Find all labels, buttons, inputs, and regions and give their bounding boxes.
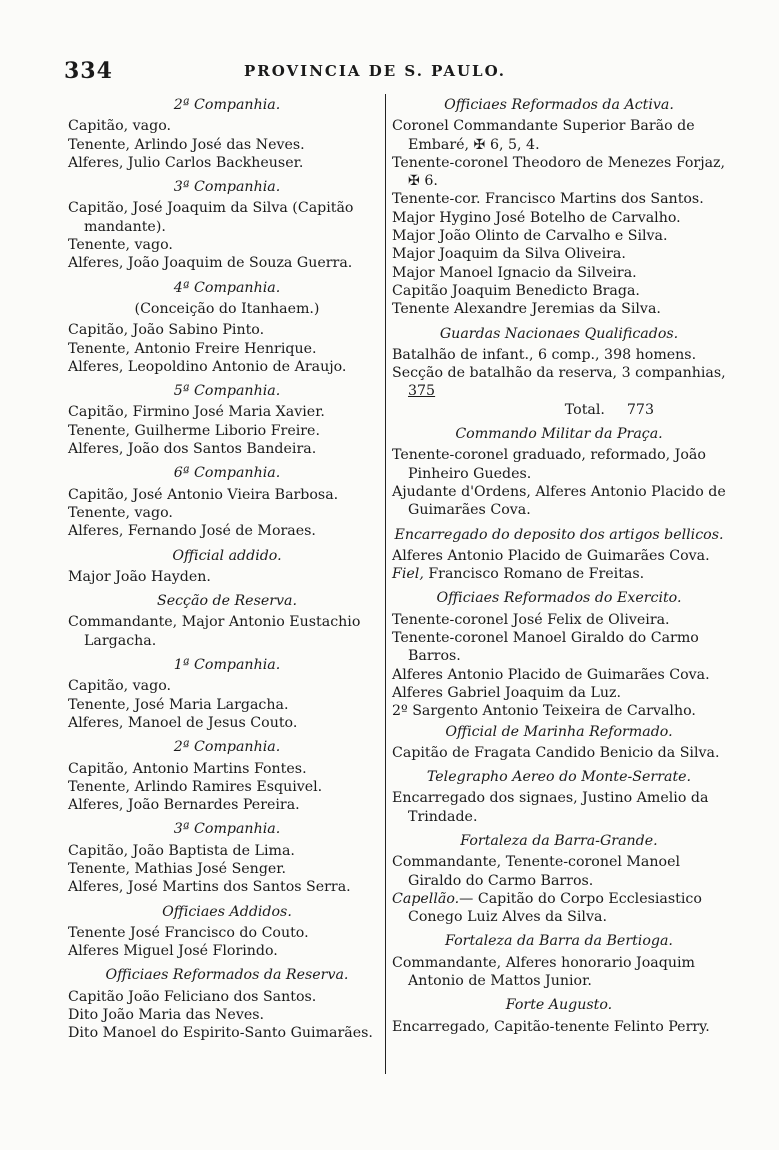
section-heading: 3ª Companhia.: [173, 821, 281, 838]
section-reformados-activa: [392, 96, 726, 319]
entry-line: Capitão, José Joaquim da Silva (Capitão mandante).: [68, 200, 354, 235]
entry-line: Major João Hayden.: [68, 568, 211, 585]
section-2a-companhia: [68, 96, 386, 172]
entry-line: Tenente, Guilherme Liborio Freire.: [68, 422, 320, 439]
entry-line: Tenente, Antonio Freire Henrique.: [68, 340, 317, 357]
entry-line: Tenente, Arlindo Ramires Esquivel.: [68, 778, 323, 795]
right-column: [392, 94, 726, 1036]
entry-line: Alferes, Julio Carlos Backheuser.: [68, 154, 304, 171]
entry-text: Francisco Romano de Freitas.: [423, 566, 645, 583]
section-reserva-2a-companhia: [68, 738, 386, 814]
section-telegrapho: [392, 768, 726, 826]
entry-line: Capitão, José Antonio Vieira Barbosa.: [68, 486, 339, 503]
entry-line: Capitão, Firmino José Maria Xavier.: [68, 404, 325, 421]
page-title: PROVINCIA DE S. PAULO.: [244, 62, 506, 80]
section-heading: Fortaleza da Barra da Bertioga.: [445, 933, 673, 950]
section-heading: Guardas Nacionaes Qualificados.: [439, 325, 679, 342]
entry-line: Alferes Antonio Placido de Guimarães Cova.: [392, 547, 710, 564]
entry-line: Commandante, Alferes honorario Joaquim Antonio de Mattos Junior.: [392, 954, 695, 990]
section-heading: 5ª Companhia.: [173, 383, 281, 400]
reserva-count: 375: [408, 383, 436, 400]
page-header: [64, 58, 724, 84]
entry-line: Capitão de Fragata Candido Benicio da Silva.: [392, 744, 720, 761]
entry-line: Dito Manoel do Espirito-Santo Guimarães.: [68, 1025, 373, 1042]
entry-line: Alferes, Manoel de Jesus Couto.: [68, 714, 298, 731]
section-heading: Secção de Reserva.: [156, 593, 298, 610]
entry-line: Major João Olinto de Carvalho e Silva.: [392, 228, 668, 245]
entry-line: Tenente, vago.: [68, 237, 173, 254]
entry-line: Alferes, João Joaquim de Souza Guerra.: [68, 255, 353, 272]
entry-line: Alferes Gabriel Joaquim da Luz.: [392, 684, 622, 701]
section-guardas-nacionaes: [392, 325, 726, 419]
entry-line: Capitão, Antonio Martins Fontes.: [68, 760, 307, 777]
total-label: Total.: [564, 401, 605, 418]
entry-line: Capitão, João Sabino Pinto.: [68, 322, 265, 339]
section-heading: Fortaleza da Barra-Grande.: [460, 832, 658, 849]
entry-line: Tenente-coronel Manoel Giraldo do Carmo Barros.: [392, 630, 699, 665]
section-reformados-reserva: [68, 966, 386, 1042]
section-forte-augusto: [392, 996, 726, 1036]
section-reformados-exercito: [392, 589, 726, 720]
entry-text: Secção de batalhão da reserva, 3 companhias,: [392, 365, 726, 382]
entry-line: Alferes, João dos Santos Bandeira.: [68, 441, 317, 458]
entry-line: Encarregado, Capitão-tenente Felinto Perry.: [392, 1018, 710, 1035]
section-heading: Officiaes Reformados da Reserva.: [105, 967, 349, 984]
entry-line: Capitão Joaquim Benedicto Braga.: [392, 282, 640, 299]
entry-line: Major Hygino José Botelho de Carvalho.: [392, 209, 681, 226]
fiel-label: Fiel,: [392, 566, 424, 583]
entry-line: Tenente, Mathias José Senger.: [68, 860, 287, 877]
section-subheading: (Conceição do Itanhaem.): [134, 300, 320, 317]
section-heading: 2ª Companhia.: [173, 97, 281, 113]
section-heading: 3ª Companhia.: [173, 179, 281, 196]
entry-line: Encarregado dos signaes, Justino Amelio da Trindade.: [392, 790, 709, 825]
section-barra-grande: [392, 832, 726, 926]
section-seccao-reserva: [68, 592, 386, 650]
entry-line: Capitão João Feliciano dos Santos.: [68, 988, 317, 1005]
entry-line: Tenente Alexandre Jeremias da Silva.: [392, 301, 661, 318]
entry-text: — Capitão do Corpo Ecclesiastico Conego Luiz Alves da Silva.: [408, 890, 702, 926]
entry-line: [392, 890, 726, 927]
section-heading: 1ª Companhia.: [173, 657, 281, 674]
entry-line: [392, 565, 726, 583]
section-heading: Officiaes Addidos.: [162, 903, 292, 920]
section-heading: 4ª Companhia.: [173, 279, 281, 296]
entry-line: Tenente-coronel José Felix de Oliveira.: [392, 611, 670, 628]
section-heading: Encarregado do deposito dos artigos bellicos.: [394, 526, 724, 543]
section-heading: 2ª Companhia.: [173, 739, 281, 756]
entry-line: Capitão, João Baptista de Lima.: [68, 842, 295, 859]
entry-line: Commandante, Major Antonio Eustachio Largacha.: [68, 614, 361, 649]
section-bertioga: [392, 932, 726, 990]
entry-line: Alferes, José Martins dos Santos Serra.: [68, 879, 351, 896]
entry-line: Tenente-cor. Francisco Martins dos Santos.: [392, 191, 704, 208]
entry-line: Tenente-coronel Theodoro de Menezes Forjaz, ✠ 6.: [392, 154, 726, 190]
entry-line: Commandante, Tenente-coronel Manoel Giraldo do Carmo Barros.: [392, 854, 681, 889]
entry-line: Tenente, José Maria Largacha.: [68, 696, 289, 713]
left-column: [68, 94, 386, 1043]
section-heading: Official de Marinha Reformado.: [445, 723, 673, 740]
section-reserva-1a-companhia: [68, 656, 386, 732]
entry-line: Tenente-coronel graduado, reformado, João Pinheiro Guedes.: [392, 447, 706, 482]
section-4a-companhia: [68, 279, 386, 376]
section-officiaes-addidos: [68, 903, 386, 961]
entry-line: Tenente, Arlindo José das Neves.: [68, 136, 305, 153]
entry-line: Major Joaquim da Silva Oliveira.: [392, 246, 626, 263]
entry-line: [392, 364, 726, 401]
section-deposito-artigos: [392, 526, 726, 584]
section-heading: Official addido.: [172, 547, 282, 564]
entry-line: Ajudante d'Ordens, Alferes Antonio Placido de Guimarães Cova.: [392, 483, 726, 519]
entry-line: Capitão, vago.: [68, 678, 172, 695]
section-heading: Forte Augusto.: [505, 997, 613, 1014]
entry-line: Alferes Miguel José Florindo.: [68, 943, 278, 960]
entry-line: Coronel Commandante Superior Barão de Embaré, ✠ 6, 5, 4.: [392, 118, 695, 153]
total-row: [392, 401, 726, 419]
entry-line: Tenente José Francisco do Couto.: [68, 924, 309, 941]
entry-line: Alferes, Fernando José de Moraes.: [68, 523, 316, 540]
entry-line: Major Manoel Ignacio da Silveira.: [392, 264, 637, 281]
section-3a-companhia: [68, 178, 386, 272]
section-5a-companhia: [68, 382, 386, 458]
section-reserva-3a-companhia: [68, 820, 386, 896]
section-commando-militar: [392, 425, 726, 519]
section-heading: Commando Militar da Praça.: [455, 426, 663, 443]
section-heading: Officiaes Reformados do Exercito.: [436, 590, 682, 607]
entry-line: 2º Sargento Antonio Teixeira de Carvalho.: [392, 703, 696, 720]
capellao-label: Capellão.: [392, 890, 460, 907]
section-marinha: [392, 723, 726, 763]
section-heading: 6ª Companhia.: [173, 465, 281, 482]
page-number: 334: [64, 58, 113, 84]
entry-line: Batalhão de infant., 6 comp., 398 homens.: [392, 346, 697, 363]
section-heading: Officiaes Reformados da Activa.: [444, 97, 674, 113]
total-value: 773: [626, 401, 654, 418]
entry-line: Dito João Maria das Neves.: [68, 1007, 265, 1024]
entry-line: Alferes Antonio Placido de Guimarães Cova.: [392, 666, 710, 683]
entry-line: Capitão, vago.: [68, 118, 172, 135]
entry-line: Alferes, João Bernardes Pereira.: [68, 797, 300, 814]
section-6a-companhia: [68, 464, 386, 540]
entry-line: Alferes, Leopoldino Antonio de Araujo.: [68, 358, 347, 375]
section-heading: Telegrapho Aereo do Monte-Serrate.: [426, 769, 692, 786]
section-official-addido: [68, 547, 386, 587]
entry-line: Tenente, vago.: [68, 504, 173, 521]
